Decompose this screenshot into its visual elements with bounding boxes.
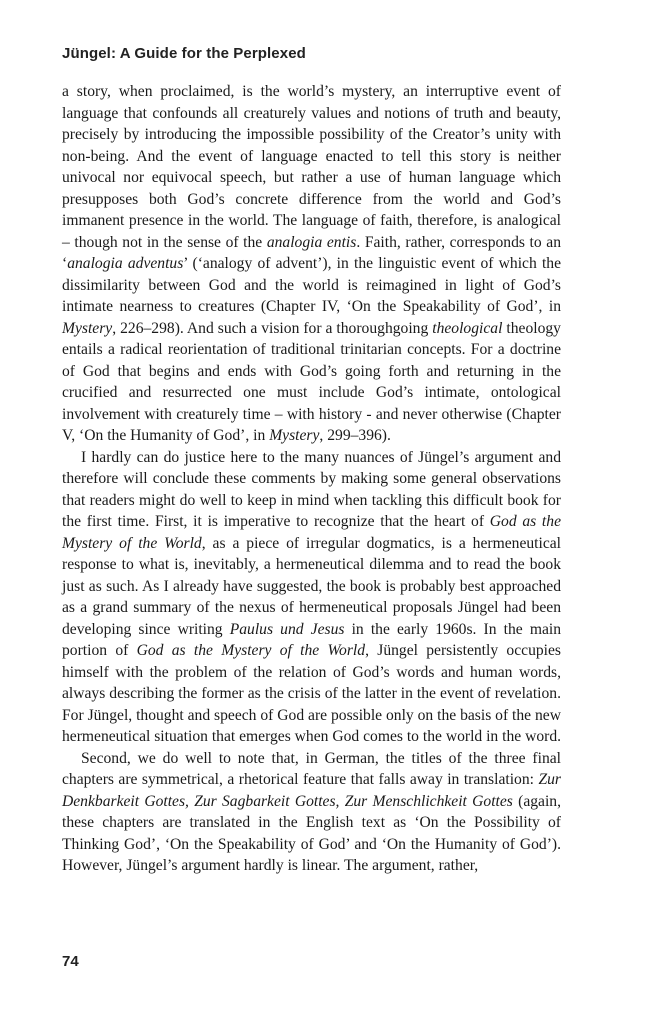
text-run: a story, when proclaimed, is the world’s mystery, an interruptive event of language that confounds all creaturely values and notions of truth and beauty, precisely by introducing the impossible possibility of the Creator’s unity with non-being. And the event of language enacted to tell this story is neither univocal nor equivocal speech, but rather a use of human language which presupposes both God’s concrete difference from the world and God’s immanent presence in the world. The language of faith, therefore, is analogical – though not in the sense of the <box>62 83 561 251</box>
paragraph-3 <box>62 748 561 877</box>
text-run: . Faith, rather, corresponds to an ‘ <box>62 233 561 272</box>
body-text <box>62 81 561 877</box>
text-run: I hardly can do justice here to the many nuances of Jüngel’s argument and therefore will conclude these comments by making some general observations that readers might do well to keep in mind when tackling this difficult book for the first time. First, it is imperative to recognize that the heart of <box>62 448 561 530</box>
paragraph-2 <box>62 447 561 748</box>
italic-book-title: Mystery <box>269 427 320 444</box>
paragraph-1 <box>62 81 561 447</box>
italic-book-title: God as the Mystery of the World <box>136 642 366 659</box>
italic-book-title: Mystery <box>62 319 113 337</box>
text-run: , as a piece of irregular dogmatics, is a hermeneutical response to what is, inevitably, a hermeneutical dilemma and to read the book just as such. As I already have suggested, the book is probably best approached as a grand summary of the nexus of hermeneutical proposals Jüngel had been developing since writing <box>62 534 561 638</box>
page-number: 74 <box>62 953 79 970</box>
running-head-title: Jüngel: A Guide for the Perplexed <box>62 45 306 62</box>
text-run: in the early 1960s. In the main portion of <box>62 620 561 659</box>
text-run: , Jüngel persistently occupies himself with the problem of the relation of God’s words and human words, always describing the former as the crisis of the latter in the event of revelation. For Jüngel, thought and speech of God are possible only on the basis of the new hermeneutical situation that emerges when God comes to the world in the word. <box>62 642 562 745</box>
text-run: ’ (‘analogy of advent’), in the linguistic event of which the dissimilarity between God and the world is reimagined in light of God’s intimate nearness to creatures (Chapter IV, ‘On the Speakability of God’, in <box>62 255 561 315</box>
italic-term: analogia adventus <box>67 255 184 272</box>
text-run: , 299–396). <box>319 427 391 444</box>
italic-book-title: Paulus und Jesus <box>229 620 345 638</box>
italic-term: analogia entis <box>266 233 357 251</box>
text-run: , 226–298). And such a vision for a thoroughgoing <box>112 319 433 337</box>
text-run: theology entails a radical reorientation of traditional trinitarian concepts. For a doctrine of God that begins and ends with God’s going forth and returning in the crucified and resurrected one must include God’s intimate, ontological involvement with creaturely time – with history - and never otherwise (Chapter V, ‘On the Humanity of God’, in <box>62 319 561 444</box>
italic-book-title: God as the Mystery of the World <box>62 513 561 552</box>
italic-term: theological <box>432 319 503 337</box>
italic-german-titles: Zur Denkbarkeit Gottes, Zur Sagbarkeit Gottes, Zur Menschlichkeit Gottes <box>62 771 561 810</box>
text-run: (again, these chapters are translated in the English text as ‘On the Possibility of Thinking God’, ‘On the Speakability of God’ and ‘On the Humanity of God’). However, Jüngel’s argument hardly is linear. The argument, rather, <box>62 792 561 874</box>
text-run: Second, we do well to note that, in German, the titles of the three final chapters are symmetrical, a rhetorical feature that falls away in translation: <box>62 749 561 788</box>
